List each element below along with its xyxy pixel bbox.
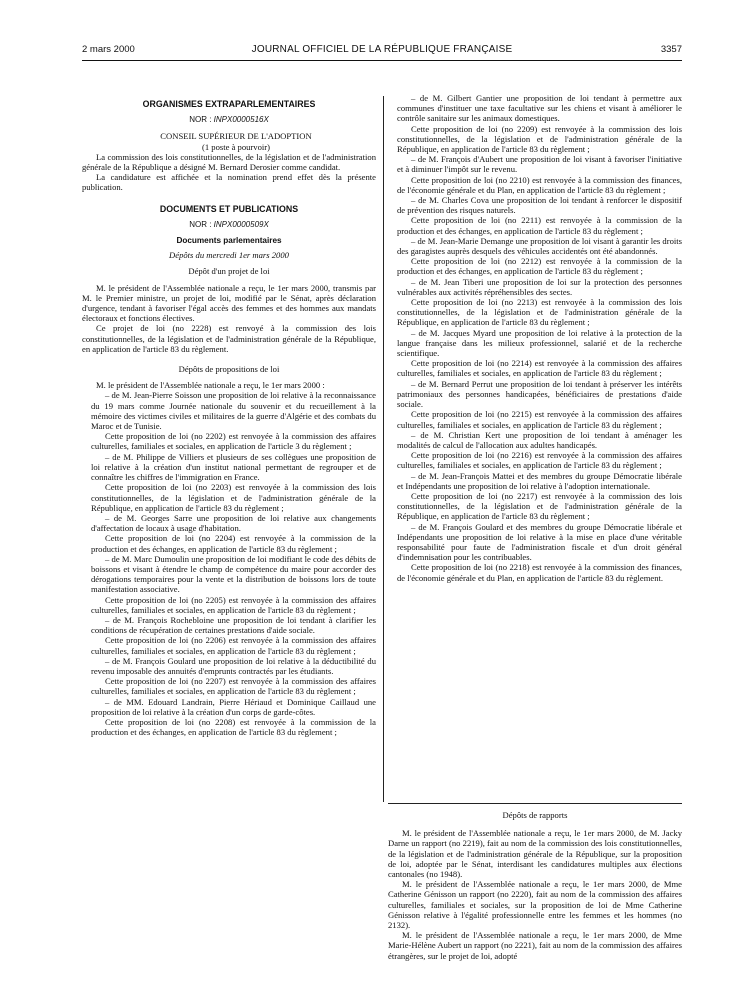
proposition-referral: Cette proposition de loi (no 2204) est renvoyée à la commission de la production et des échanges, en application de l'article 83 du règlement ;: [91, 533, 376, 554]
header-journal-title: JOURNAL OFFICIEL DE LA RÉPUBLIQUE FRANÇAISE: [251, 44, 513, 55]
paragraph: M. le président de l'Assemblée nationale a reçu, le 1er mars 2000 :: [96, 380, 325, 391]
proposition-referral: Cette proposition de loi (no 2203) est renvoyée à la commission des lois constitutionnelles, de la législation et de l'administration générale de la République, en application de l'article 83 du règlement ;: [91, 482, 376, 513]
proposition-referral: Cette proposition de loi (no 2217) est renvoyée à la commission des lois constitutionnelles, de la législation et de l'administration générale de la République, en application de l'article 83 du règlement ;: [397, 490, 682, 522]
proposition-item: – de MM. Edouard Landrain, Pierre Hériaud et Dominique Caillaud une proposition de loi relative à la création d'un corps de garde-côtes.: [91, 696, 376, 717]
proposition-item: – de M. Jean-François Mattei et des membres du groupe Démocratie libérale et Indépendants une proposition de loi relative à l'adoption internationale.: [397, 470, 682, 491]
proposition-referral: Cette proposition de loi (no 2210) est renvoyée à la commission des finances, de l'économie générale et du Plan, en application de l'article 83 du règlement ;: [397, 174, 682, 195]
proposition-referral: Cette proposition de loi (no 2214) est renvoyée à la commission des affaires culturelles, familiales et sociales, en application de l'article 83 du règlement ;: [397, 358, 682, 379]
proposition-list: [82, 390, 376, 737]
proposition-referral: Cette proposition de loi (no 2202) est renvoyée à la commission des affaires culturelles, familiales et sociales, en application de l'article 3 du règlement ;: [91, 431, 376, 452]
proposition-item: – de M. Christian Kert une proposition de loi tendant à aménager les modalités de calcul de l'allocation aux adultes handicapés.: [397, 429, 682, 450]
nor-label: NOR :: [189, 115, 212, 125]
proposition-item: – de M. François Goulard et des membres du groupe Démocratie libérale et Indépendants une proposition de loi relative à la mise en place d'une véritable responsabilité pour faute de l'administration fiscale et d'un droit général d'indemnisation pour les contribuables.: [397, 521, 682, 563]
rapport-paragraph: M. le président de l'Assemblée nationale a reçu, le 1er mars 2000, de Mme Marie-Hélène Aubert un rapport (no 2221), fait au nom de la commission des affaires étrangères, sur le projet de loi, adopté: [388, 930, 682, 961]
paragraph: La candidature est affichée et la nomination prend effet dès la présente publication.: [82, 172, 376, 193]
proposition-item: – de M. Jean-Marie Demange une proposition de loi visant à garantir les droits des garagistes auprès desquels des véhicules accidentés ont été abandonnés.: [397, 235, 682, 257]
proposition-item: – de M. Philippe de Villiers et plusieurs de ses collègues une proposition de loi relative à la création d'un institut national permettant de regrouper et de connaître les chiffres de l'immigration en France.: [91, 451, 376, 483]
org-nor: [82, 115, 376, 125]
paragraph: Ce projet de loi (no 2228) est renvoyé à la commission des lois constitutionnelles, de la législation et de l'administration générale de la République, en application de l'article 83 du règlement.: [82, 323, 376, 354]
proposition-item: – de M. Marc Dumoulin une proposition de loi modifiant le code des débits de boissons et visant à étendre le champ de compétence du maire pour accorder des dérogations temporaires pour la vente et la distribution de boissons lors de toute manifestation associative.: [91, 553, 376, 595]
proposition-item: – de M. Charles Cova une proposition de loi tendant à renforcer le dispositif de prévention des risques naturels.: [397, 195, 682, 216]
nor-label: NOR :: [189, 219, 212, 229]
rapport-paragraph: M. le président de l'Assemblée nationale a reçu, le 1er mars 2000, de M. Jacky Darne un rapport (no 2219), fait au nom de la commission des lois constitutionnelles, de la législation et de l'administration générale de la République, sur la proposition de loi, adoptée par le Sénat, interdisant les candidatures multiples aux élections cantonales (no 1948).: [388, 828, 682, 880]
header-page-number: 3357: [660, 44, 682, 55]
proposition-item: – de M. Bernard Perrut une proposition de loi tendant à préserver les intérêts patrimoniaux des personnes handicapées, bénéficiaires de prestations d'aide sociale.: [397, 378, 682, 410]
conseil-title: CONSEIL SUPÉRIEUR DE L'ADOPTION: [160, 131, 312, 142]
rapports-list: [388, 828, 682, 961]
projet-heading: Dépôt d'un projet de loi: [188, 266, 270, 277]
proposition-referral: Cette proposition de loi (no 2212) est renvoyée à la commission de la production et des échanges, en application de l'article 83 du règlement ;: [397, 256, 682, 277]
conseil-subtitle: (1 poste à pourvoir): [201, 141, 271, 152]
proposition-referral: Cette proposition de loi (no 2213) est renvoyée à la commission des lois constitutionnelles, de la législation et de l'administration générale de la République, en application de l'article 83 du règlement ;: [397, 297, 682, 328]
rapports-section: [388, 810, 682, 961]
proposition-item: – de M. Jacques Myard une proposition de loi relative à la protection de la langue française dans les milieux professionnel, salarié et de la recherche scientifique.: [397, 327, 682, 359]
header-rule: [82, 60, 682, 61]
docs-nor: [82, 220, 376, 230]
rapports-heading: Dépôts de rapports: [502, 810, 568, 820]
section-divider: [388, 803, 682, 804]
deposit-date: Dépôts du mercredi 1er mars 2000: [169, 250, 289, 261]
proposition-item: – de M. François Goulard une proposition de loi relative à la déductibilité du revenu imposable des annuités d'emprunts contractés par les étudiants.: [91, 655, 376, 676]
proposition-referral: Cette proposition de loi (no 2208) est renvoyée à la commission de la production et des échanges, en application de l'article 83 du règlement ;: [91, 716, 376, 738]
proposition-list: [388, 93, 682, 583]
propositions-heading: Dépôts de propositions de loi: [178, 364, 280, 375]
nor-code: INPX0000509X: [213, 219, 269, 229]
paragraph: La commission des lois constitutionnelles, de la législation et de l'administration générale de la République a désigné M. Bernard Derosier comme candidat.: [82, 151, 376, 173]
proposition-item: – de M. Gilbert Gantier une proposition de loi tendant à permettre aux communes d'instituer une taxe facultative sur les chiens et visant à améliorer le contrôle sanitaire sur les animaux domestiques.: [397, 93, 682, 124]
proposition-referral: Cette proposition de loi (no 2218) est renvoyée à la commission des finances, de l'économie générale et du Plan, en application de l'article 83 du règlement.: [397, 562, 682, 583]
proposition-item: – de M. Jean Tiberi une proposition de loi sur la protection des personnes vulnérables aux activités répréhensibles des sectes.: [397, 276, 682, 297]
left-column: [82, 93, 376, 737]
proposition-referral: Cette proposition de loi (no 2215) est renvoyée à la commission des affaires culturelles, familiales et sociales, en application de l'article 83 du règlement ;: [397, 409, 682, 430]
rapport-paragraph: M. le président de l'Assemblée nationale a reçu, le 1er mars 2000, de Mme Catherine Génisson un rapport (no 2220), fait au nom de la commission des affaires culturelles, familiales et sociales, sur la proposition de loi de Mme Catherine Génisson relative à l'égalité professionnelle entre les femmes et les hommes (no 2132).: [388, 879, 682, 931]
proposition-referral: Cette proposition de loi (no 2205) est renvoyée à la commission des affaires culturelles, familiales et sociales, en application de l'article 83 du règlement ;: [91, 594, 376, 615]
proposition-item: – de M. Georges Sarre une proposition de loi relative aux changements d'affectation de locaux à usage d'habitation.: [91, 512, 376, 534]
proposition-referral: Cette proposition de loi (no 2209) est renvoyée à la commission des lois constitutionnelles, de la législation et de l'administration générale de la République, en application de l'article 83 du règlement ;: [397, 123, 682, 155]
proposition-referral: Cette proposition de loi (no 2211) est renvoyée à la commission de la production et des échanges, en application de l'article 83 du règlement ;: [397, 215, 682, 236]
org-section-title: ORGANISMES EXTRAPARLEMENTAIRES: [142, 99, 316, 109]
docs-subtitle: Documents parlementaires: [176, 236, 282, 246]
proposition-referral: Cette proposition de loi (no 2206) est renvoyée à la commission des affaires culturelles, familiales et sociales, en application de l'article 83 du règlement ;: [91, 635, 376, 656]
header-date: 2 mars 2000: [82, 44, 135, 55]
proposition-referral: Cette proposition de loi (no 2216) est renvoyée à la commission des affaires culturelles, familiales et sociales, en application de l'article 83 du règlement ;: [397, 450, 682, 471]
proposition-item: – de M. Jean-Pierre Soisson une proposition de loi relative à la reconnaissance du 19 mars comme Journée nationale du souvenir et du recueillement à la mémoire des victimes civiles et militaires de la guerre d'Algérie et des combats du Maroc et de Tunisie.: [91, 390, 376, 432]
proposition-referral: Cette proposition de loi (no 2207) est renvoyée à la commission des affaires culturelles, familiales et sociales, en application de l'article 83 du règlement ;: [91, 676, 376, 697]
page-header: [82, 44, 682, 58]
proposition-item: – de M. François d'Aubert une proposition de loi visant à favoriser l'initiative et à diminuer l'impôt sur le revenu.: [397, 154, 682, 175]
paragraph: M. le président de l'Assemblée nationale a reçu, le 1er mars 2000, transmis par M. le Premier ministre, un projet de loi, modifié par le Sénat, après déclaration d'urgence, tendant à favoriser l'égal accès des femmes et des hommes aux mandats électoraux et fonctions électives.: [82, 282, 376, 324]
right-column: [388, 93, 682, 583]
nor-code: INPX0000516X: [213, 115, 269, 125]
docs-section-title: DOCUMENTS ET PUBLICATIONS: [159, 203, 299, 214]
column-divider: [383, 96, 384, 802]
proposition-item: – de M. François Rochebloine une proposition de loi tendant à clarifier les conditions de récupération de certaines prestations d'aide sociale.: [91, 614, 376, 636]
